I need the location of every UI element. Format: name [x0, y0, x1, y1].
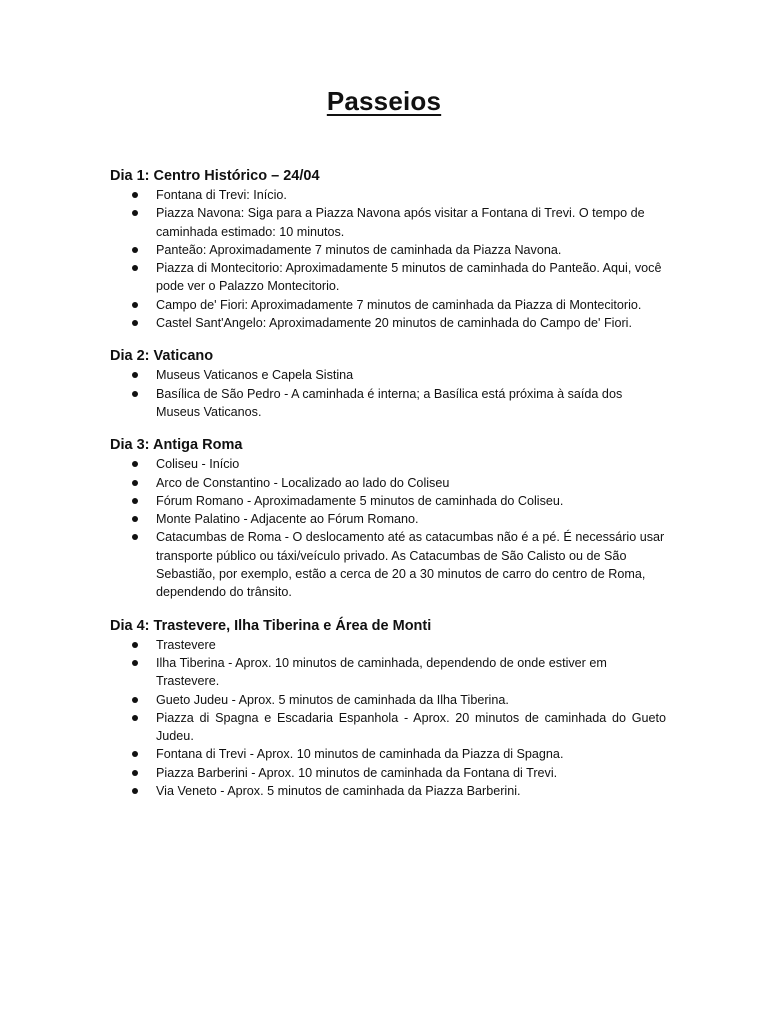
list-item: [110, 204, 666, 241]
list-item: [110, 782, 666, 800]
item-list: [110, 366, 666, 421]
list-item: [110, 366, 666, 384]
item-list: [110, 636, 666, 801]
list-item-text: Fontana di Trevi - Aprox. 10 minutos de caminhada da Piazza di Spagna.: [156, 747, 564, 762]
section-heading: Dia 4: Trastevere, Ilha Tiberina e Área de Monti: [110, 617, 432, 634]
list-item-text: Fórum Romano - Aproximadamente 5 minutos de caminhada do Coliseu.: [156, 493, 564, 508]
bullet-icon: [132, 751, 138, 757]
bullet-icon: [132, 192, 138, 198]
list-item-text: Monte Palatino - Adjacente ao Fórum Romano.: [156, 512, 419, 527]
list-item-text: Piazza Navona: Siga para a Piazza Navona após visitar a Fontana di Trevi. O tempo de caminhada estimado: 10 minutos.: [156, 206, 645, 239]
bullet-icon: [132, 534, 138, 540]
list-item-text: Museus Vaticanos e Capela Sistina: [156, 368, 354, 383]
list-item: [110, 691, 666, 709]
section-heading: Dia 1: Centro Histórico – 24/04: [110, 168, 320, 184]
list-item: [110, 455, 666, 473]
bullet-icon: [132, 372, 138, 378]
list-item: [110, 764, 666, 782]
page-title: Passeios: [326, 86, 442, 116]
list-item: [110, 709, 666, 746]
section-day-2: [110, 346, 666, 421]
list-item: [110, 654, 666, 691]
list-item-text: Basílica de São Pedro - A caminhada é interna; a Basílica está próxima à saída dos Museus Vaticanos.: [156, 386, 623, 419]
list-item: [110, 528, 666, 601]
bullet-icon: [132, 697, 138, 703]
section-day-3: [110, 435, 666, 601]
list-item-text: Coliseu - Início: [156, 457, 240, 472]
section-day-4: [110, 616, 666, 801]
bullet-icon: [132, 210, 138, 216]
bullet-icon: [132, 788, 138, 794]
list-item: [110, 474, 666, 492]
bullet-icon: [132, 320, 138, 326]
list-item: [110, 745, 666, 763]
list-item-text: Trastevere: [156, 637, 216, 652]
item-list: [110, 186, 666, 332]
bullet-icon: [132, 247, 138, 253]
list-item: [110, 385, 666, 422]
bullet-icon: [132, 302, 138, 308]
list-item: [110, 186, 666, 204]
bullet-icon: [132, 265, 138, 271]
list-item-text: Ilha Tiberina - Aprox. 10 minutos de caminhada, dependendo de onde estiver em Trastevere.: [156, 655, 607, 689]
bullet-icon: [132, 498, 138, 504]
item-list: [110, 455, 666, 601]
list-item-text: Campo de' Fiori: Aproximadamente 7 minutos de caminhada da Piazza di Montecitorio.: [156, 297, 642, 312]
list-item-text: Panteão: Aproximadamente 7 minutos de caminhada da Piazza Navona.: [156, 242, 562, 257]
list-item: [110, 296, 666, 314]
list-item-text: Arco de Constantino - Localizado ao lado do Coliseu: [156, 475, 450, 490]
list-item: [110, 510, 666, 528]
list-item: [110, 259, 666, 296]
bullet-icon: [132, 391, 138, 397]
section-heading: Dia 3: Antiga Roma: [110, 437, 243, 454]
list-item-text: Piazza Barberini - Aprox. 10 minutos de caminhada da Fontana di Trevi.: [156, 765, 558, 780]
bullet-icon: [132, 715, 138, 721]
bullet-icon: [132, 480, 138, 486]
list-item: [110, 636, 666, 654]
bullet-icon: [132, 770, 138, 776]
list-item-text: Catacumbas de Roma - O deslocamento até as catacumbas não é a pé. É necessário usar transporte público ou táxi/veículo privado. As Catacumbas de São Calisto ou de São Sebastião, por exemplo, estão a cerca de 20 a 30 minutos de carro do centro de Roma, dependendo do trânsito.: [156, 530, 665, 600]
bullet-icon: [132, 660, 138, 666]
itinerary-content: [110, 166, 666, 814]
section-day-1: [110, 166, 666, 332]
list-item-text: Castel Sant'Angelo: Aproximadamente 20 minutos de caminhada do Campo de' Fiori.: [156, 316, 632, 331]
list-item: [110, 241, 666, 259]
list-item-text: Fontana di Trevi: Início.: [156, 188, 287, 202]
bullet-icon: [132, 642, 138, 648]
list-item: [110, 314, 666, 332]
list-item: [110, 492, 666, 510]
section-heading: Dia 2: Vaticano: [110, 348, 214, 365]
list-item-text: Piazza di Montecitorio: Aproximadamente 5 minutos de caminhada do Panteão. Aqui, você pode ver o Palazzo Montecitorio.: [156, 261, 662, 294]
list-item-text: Via Veneto - Aprox. 5 minutos de caminhada da Piazza Barberini.: [156, 784, 521, 799]
list-item-text: Piazza di Spagna e Escadaria Espanhola - Aprox. 20 minutos de caminhada do Gueto Judeu.: [156, 710, 666, 744]
bullet-icon: [132, 461, 138, 467]
list-item-text: Gueto Judeu - Aprox. 5 minutos de caminhada da Ilha Tiberina.: [156, 692, 509, 707]
bullet-icon: [132, 516, 138, 522]
